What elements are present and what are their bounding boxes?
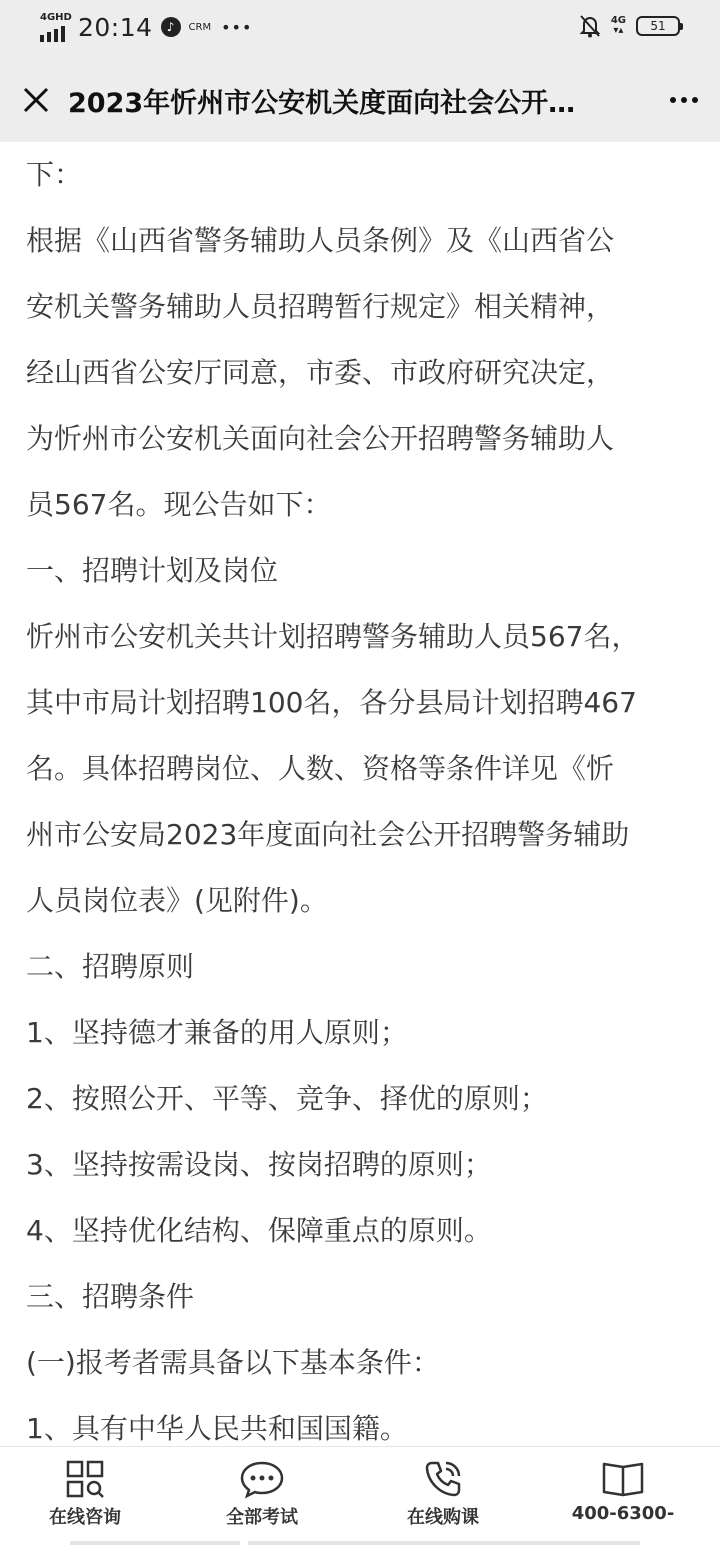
section-heading: 一、招聘计划及岗位 bbox=[26, 554, 279, 587]
status-left bbox=[38, 12, 252, 42]
more-options-button[interactable] bbox=[670, 80, 698, 120]
nav-online-consult[interactable] bbox=[40, 1447, 130, 1545]
battery-level: 51 bbox=[650, 19, 666, 33]
nav-label: 在线购课 bbox=[407, 1507, 479, 1528]
title-bar bbox=[0, 58, 720, 142]
article-line: (一)报考者需具备以下基本条件： bbox=[26, 1346, 440, 1379]
mute-bell-icon bbox=[579, 14, 601, 38]
article-line: 4、坚持优化结构、保障重点的原则。 bbox=[26, 1214, 492, 1247]
nav-divider bbox=[248, 1541, 640, 1545]
nav-all-exams[interactable] bbox=[217, 1447, 307, 1545]
article-line: 下： bbox=[26, 158, 83, 191]
section-heading: 三、招聘条件 bbox=[26, 1280, 195, 1313]
more-dot-icon bbox=[681, 97, 687, 103]
close-button[interactable] bbox=[6, 70, 66, 130]
article-line: 员567名。现公告如下： bbox=[26, 488, 332, 521]
nav-hotline[interactable] bbox=[568, 1447, 678, 1545]
crm-label: CRM bbox=[188, 21, 212, 33]
article-line: 人员岗位表》(见附件)。 bbox=[26, 884, 328, 917]
article-line: 安机关警务辅助人员招聘暂行规定》相关精神， bbox=[26, 290, 615, 323]
consult-icon bbox=[65, 1459, 105, 1499]
article-line: 忻州市公安机关共计划招聘警务辅助人员567名， bbox=[26, 620, 640, 653]
signal-icon bbox=[38, 12, 72, 42]
status-time: 20:14 bbox=[78, 12, 153, 42]
network-label: 4GHD bbox=[40, 12, 72, 23]
article-line: 其中市局计划招聘100名，各分县局计划招聘467 bbox=[26, 686, 637, 719]
nav-divider bbox=[70, 1541, 240, 1545]
close-icon bbox=[22, 86, 50, 114]
status-bar bbox=[0, 0, 720, 58]
bottom-nav bbox=[0, 1446, 720, 1545]
status-overflow-icon: ••• bbox=[221, 17, 253, 37]
nav-label: 400-6300- bbox=[571, 1503, 675, 1524]
nav-label: 全部考试 bbox=[226, 1507, 298, 1528]
book-icon bbox=[601, 1459, 645, 1499]
status-right bbox=[579, 14, 680, 38]
more-dot-icon bbox=[670, 97, 676, 103]
chat-bubble-icon bbox=[239, 1459, 285, 1499]
phone-icon bbox=[423, 1459, 463, 1499]
article-body bbox=[26, 142, 698, 1462]
section-heading: 二、招聘原则 bbox=[26, 950, 195, 983]
tiktok-icon: ♪ bbox=[161, 17, 181, 37]
more-dot-icon bbox=[692, 97, 698, 103]
article-line: 根据《山西省警务辅助人员条例》及《山西省公 bbox=[26, 224, 615, 257]
article-line: 名。具体招聘岗位、人数、资格等条件详见《忻 bbox=[26, 752, 615, 785]
article-line: 1、具有中华人民共和国国籍。 bbox=[26, 1412, 408, 1445]
nav-label: 在线咨询 bbox=[49, 1507, 121, 1528]
nav-buy-course[interactable] bbox=[398, 1447, 488, 1545]
article-line: 1、坚持德才兼备的用人原则； bbox=[26, 1016, 408, 1049]
battery-icon bbox=[636, 16, 680, 36]
page-title: 2023年忻州市公安机关度面向社会公开… bbox=[68, 87, 576, 119]
article-line: 经山西省公安厅同意，市委、市政府研究决定， bbox=[26, 356, 615, 389]
article-line: 州市公安局2023年度面向社会公开招聘警务辅助 bbox=[26, 818, 630, 851]
article-line: 2、按照公开、平等、竞争、择优的原则； bbox=[26, 1082, 548, 1115]
article-line: 3、坚持按需设岗、按岗招聘的原则； bbox=[26, 1148, 492, 1181]
net-type-icon: 4G ▾▴ bbox=[610, 15, 626, 36]
article-line: 为忻州市公安机关面向社会公开招聘警务辅助人 bbox=[26, 422, 615, 455]
